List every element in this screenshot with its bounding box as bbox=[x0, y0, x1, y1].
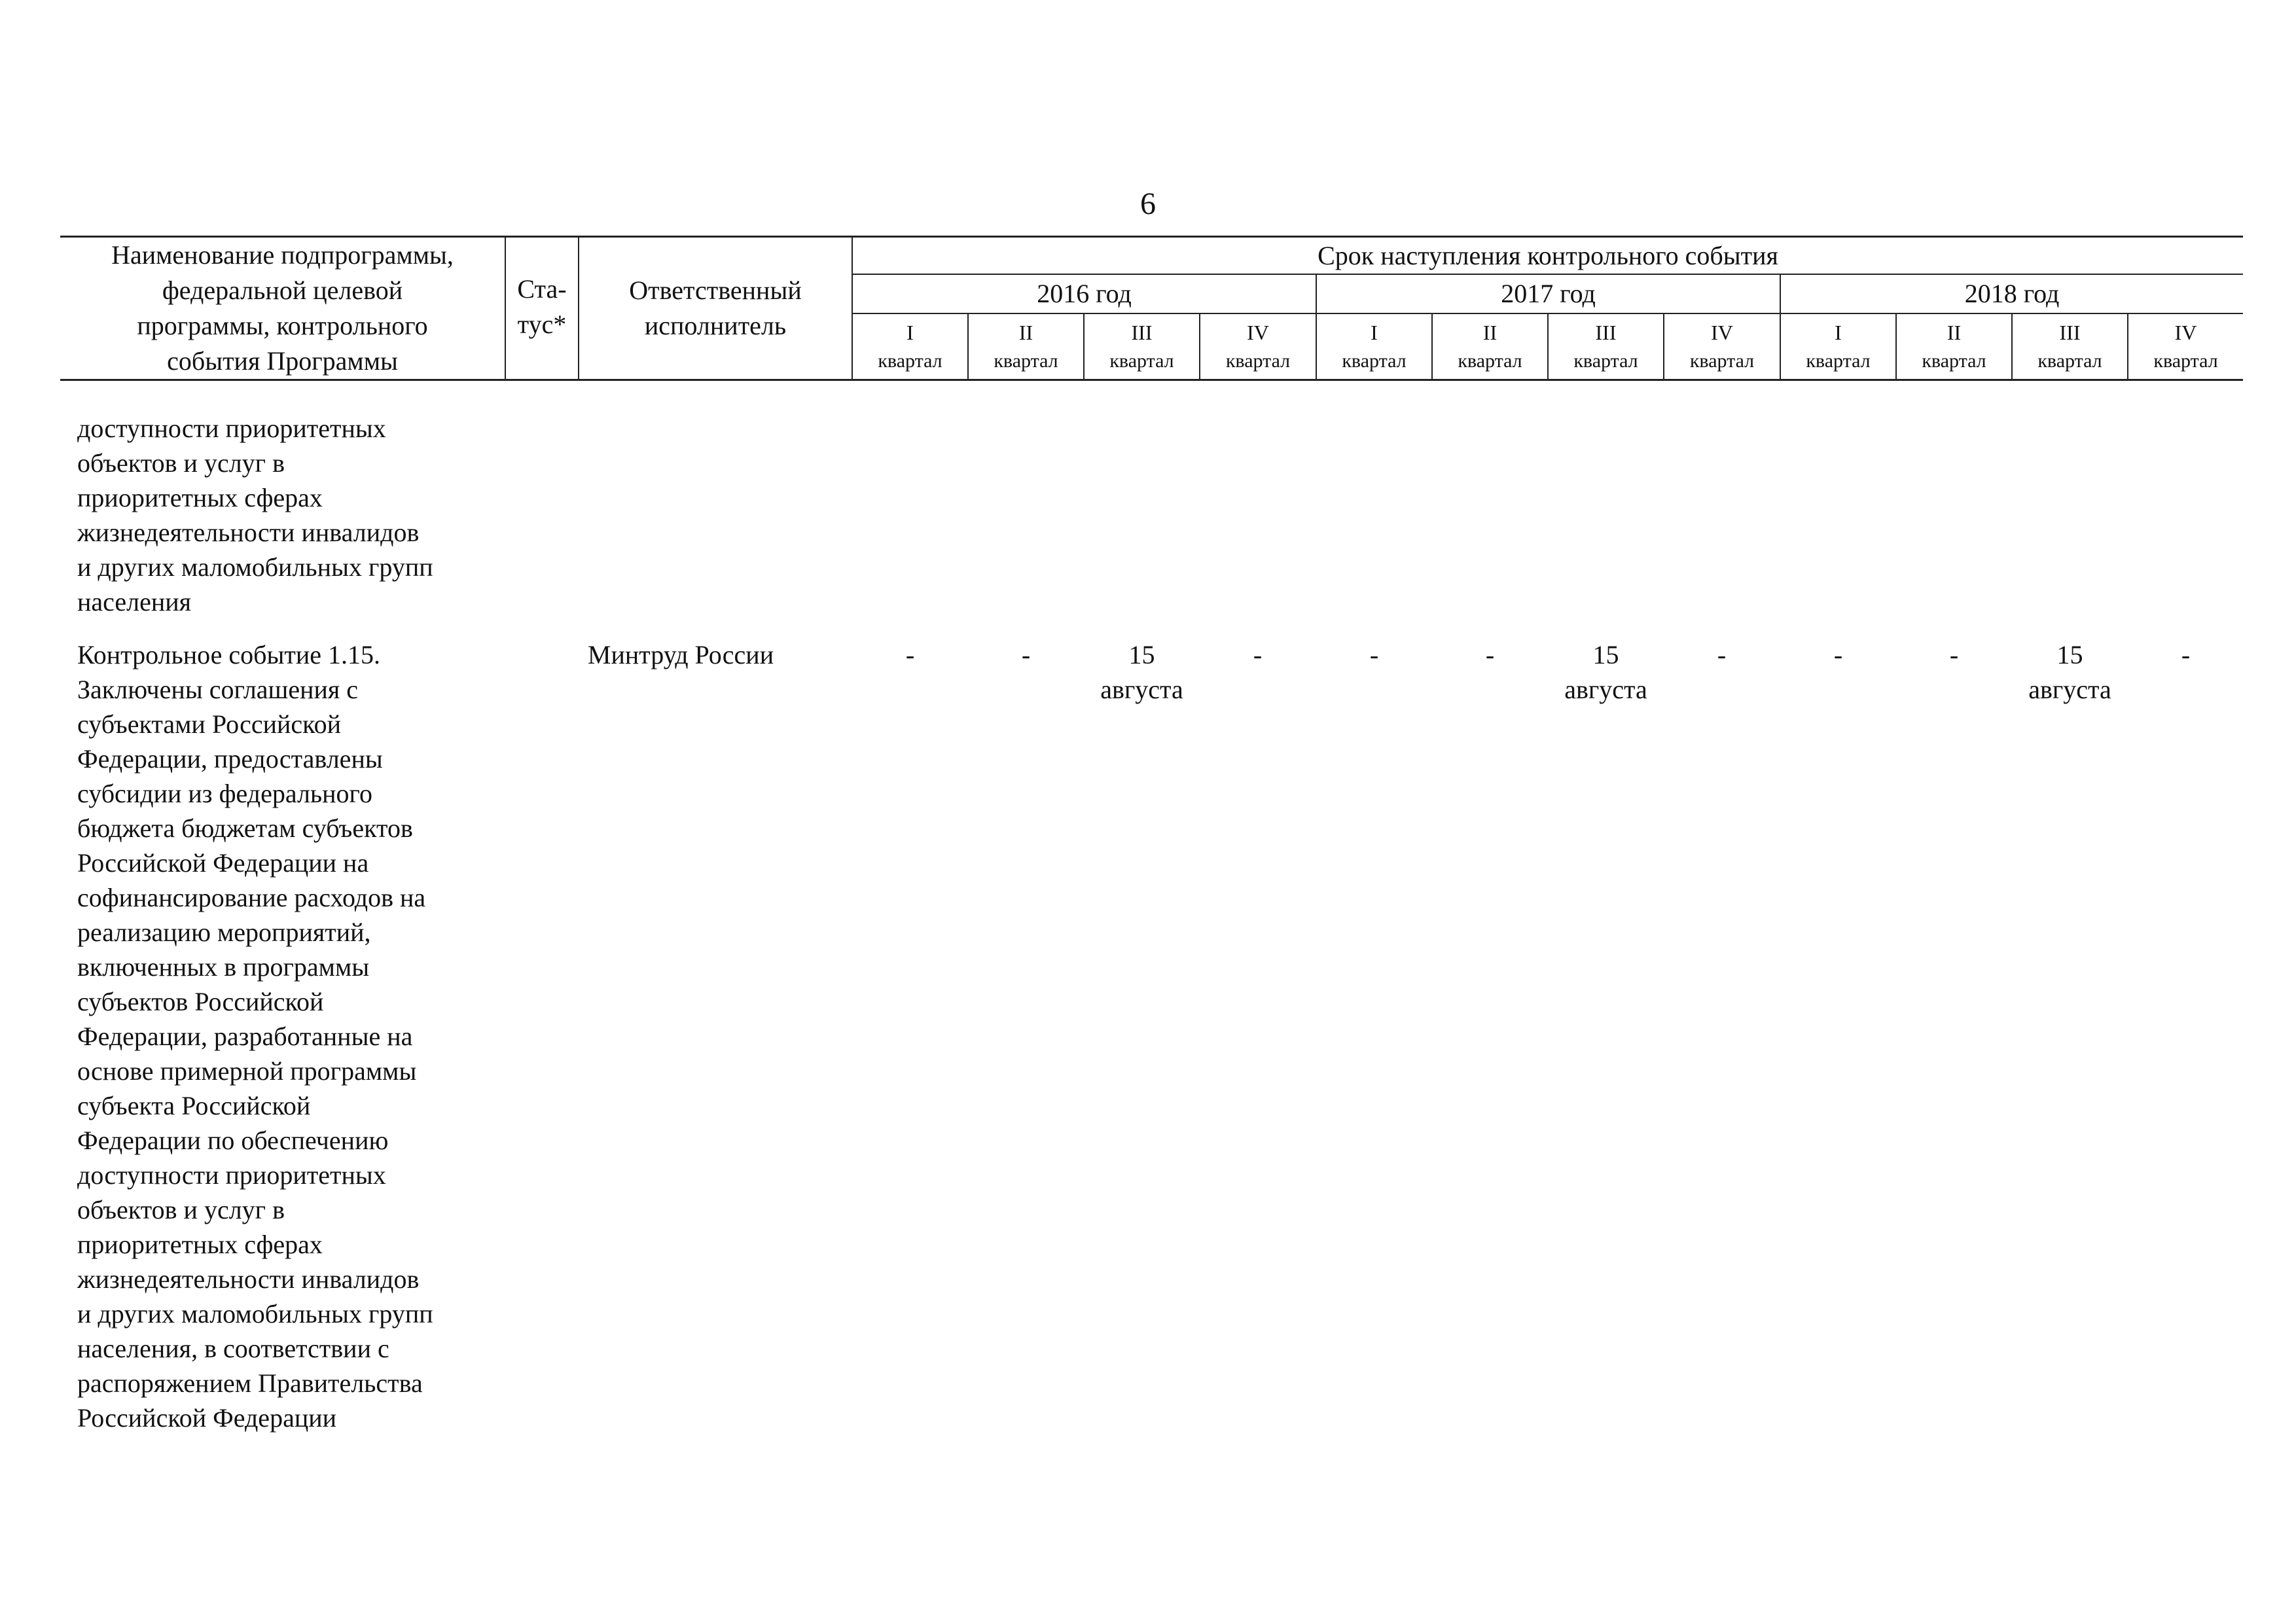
page-number: 6 bbox=[1140, 187, 1156, 221]
quarter-number: III bbox=[1595, 321, 1617, 345]
quarter-number: IV bbox=[1711, 321, 1733, 345]
continued-name-text bbox=[77, 411, 496, 619]
text-line: субъектами Российской bbox=[77, 709, 341, 739]
quarter-value-line: 15 bbox=[1128, 640, 1155, 669]
column-header-name bbox=[60, 237, 505, 380]
quarter-header bbox=[1780, 313, 1896, 380]
header-responsible-line: Ответственный bbox=[629, 276, 802, 305]
quarter-value-line: - bbox=[1485, 640, 1495, 669]
quarter-header bbox=[1084, 313, 1200, 380]
quarter-value bbox=[968, 637, 1084, 672]
quarter-word: квартал bbox=[1806, 350, 1871, 372]
quarter-number: I bbox=[1371, 321, 1378, 345]
quarter-number: IV bbox=[1247, 321, 1269, 345]
text-line: населения bbox=[77, 587, 192, 616]
quarter-value bbox=[1896, 637, 2012, 672]
text-line: и других маломобильных групп bbox=[77, 552, 433, 582]
quarter-value bbox=[1780, 637, 1896, 672]
text-line: объектов и услуг в bbox=[77, 448, 285, 478]
quarter-value-line: 15 bbox=[1592, 640, 1619, 669]
quarter-header bbox=[1316, 313, 1432, 380]
quarter-value-line: - bbox=[1949, 640, 1959, 669]
text-line: реализацию мероприятий, bbox=[77, 918, 371, 947]
quarter-number: I bbox=[1835, 321, 1842, 345]
text-line: населения, в соответствии с bbox=[77, 1334, 389, 1363]
quarter-value bbox=[2128, 637, 2244, 672]
header-name-line: Наименование подпрограммы, bbox=[111, 240, 454, 270]
header-status-line: тус* bbox=[517, 310, 567, 339]
quarter-value-line: августа bbox=[1100, 675, 1183, 704]
quarter-value-line: - bbox=[905, 640, 915, 669]
text-line: жизнедеятельности инвалидов bbox=[77, 1264, 420, 1294]
quarter-word: квартал bbox=[1689, 350, 1755, 372]
quarter-word: квартал bbox=[1573, 350, 1638, 372]
text-line: софинансирование расходов на bbox=[77, 883, 426, 912]
text-line: бюджета бюджетам субъектов bbox=[77, 813, 413, 843]
quarter-value-line: - bbox=[1717, 640, 1727, 669]
quarter-value-line: - bbox=[1021, 640, 1031, 669]
quarter-value bbox=[1200, 637, 1316, 672]
text-line: приоритетных сферах bbox=[77, 483, 323, 512]
quarter-value bbox=[1084, 637, 1200, 707]
text-line: субъектов Российской bbox=[77, 987, 324, 1016]
quarter-value-line: - bbox=[1253, 640, 1263, 669]
responsible-executor: Минтруд России bbox=[587, 640, 774, 669]
quarter-header bbox=[1548, 313, 1664, 380]
quarter-number: II bbox=[1018, 321, 1033, 345]
event-name-text bbox=[77, 637, 496, 1435]
text-line: Федерации, предоставлены bbox=[77, 744, 383, 774]
quarter-number: III bbox=[1131, 321, 1153, 345]
column-header-responsible bbox=[579, 237, 852, 380]
quarter-value-line: августа bbox=[2028, 675, 2111, 704]
column-header-status bbox=[505, 237, 579, 380]
quarter-word: квартал bbox=[878, 350, 942, 372]
quarter-word: квартал bbox=[1109, 350, 1174, 372]
quarter-header bbox=[1896, 313, 2012, 380]
quarter-word: квартал bbox=[2037, 350, 2102, 372]
text-line: Федерации, разработанные на bbox=[77, 1022, 413, 1051]
text-line: приоритетных сферах bbox=[77, 1230, 323, 1259]
quarter-value bbox=[1432, 637, 1548, 672]
quarter-header bbox=[2128, 313, 2243, 380]
quarter-value-line: - bbox=[1369, 640, 1379, 669]
quarter-value bbox=[1548, 637, 1664, 707]
quarter-header bbox=[1664, 313, 1780, 380]
quarter-header bbox=[1200, 313, 1316, 380]
quarter-header bbox=[852, 313, 968, 380]
header-name-line: федеральной целевой bbox=[162, 276, 403, 305]
quarter-number: I bbox=[906, 321, 914, 345]
year-header: 2016 год bbox=[852, 274, 1316, 313]
quarter-value-line: - bbox=[1833, 640, 1843, 669]
text-line: объектов и услуг в bbox=[77, 1195, 285, 1224]
quarter-value-line: - bbox=[2181, 640, 2191, 669]
text-line: доступности приоритетных bbox=[77, 414, 386, 443]
text-line: Российской Федерации на bbox=[77, 848, 369, 878]
text-line: и других маломобильных групп bbox=[77, 1299, 433, 1329]
header-name-line: события Программы bbox=[167, 346, 398, 376]
quarter-word: квартал bbox=[2153, 350, 2218, 372]
header-status-line: Ста- bbox=[517, 274, 567, 304]
quarter-number: III bbox=[2059, 321, 2081, 345]
quarter-value-line: августа bbox=[1564, 675, 1647, 704]
text-line: включенных в программы bbox=[77, 952, 370, 982]
text-line: Контрольное событие 1.15. bbox=[77, 640, 381, 669]
year-header: 2017 год bbox=[1316, 274, 1780, 313]
quarter-header bbox=[2012, 313, 2128, 380]
quarter-header bbox=[1432, 313, 1548, 380]
text-line: субсидии из федерального bbox=[77, 779, 372, 808]
quarter-word: квартал bbox=[1342, 350, 1407, 372]
quarter-word: квартал bbox=[1922, 350, 1986, 372]
quarter-value-line: 15 bbox=[2056, 640, 2083, 669]
quarter-number: II bbox=[1482, 321, 1498, 345]
text-line: Российской Федерации bbox=[77, 1403, 337, 1433]
header-name-line: программы, контрольного bbox=[137, 311, 428, 340]
quarter-header bbox=[968, 313, 1084, 380]
quarter-number: II bbox=[1946, 321, 1962, 345]
quarter-value bbox=[1316, 637, 1432, 672]
text-line: основе примерной программы bbox=[77, 1056, 417, 1086]
text-line: Заключены соглашения с bbox=[77, 675, 359, 704]
quarter-value bbox=[2012, 637, 2128, 707]
quarter-value bbox=[1664, 637, 1780, 672]
text-line: распоряжением Правительства bbox=[77, 1368, 423, 1398]
text-line: Федерации по обеспечению bbox=[77, 1126, 389, 1155]
text-line: доступности приоритетных bbox=[77, 1160, 386, 1190]
year-header: 2018 год bbox=[1780, 274, 2243, 313]
quarter-value bbox=[852, 637, 968, 672]
text-line: субъекта Российской bbox=[77, 1091, 311, 1120]
quarter-word: квартал bbox=[994, 350, 1058, 372]
column-header-deadline: Срок наступления контрольного события bbox=[852, 237, 2243, 275]
quarter-word: квартал bbox=[1225, 350, 1291, 372]
table-header bbox=[60, 236, 2243, 381]
text-line: жизнедеятельности инвалидов bbox=[77, 518, 420, 547]
quarter-number: IV bbox=[2174, 321, 2197, 345]
header-responsible-line: исполнитель bbox=[644, 311, 787, 340]
quarter-word: квартал bbox=[1458, 350, 1522, 372]
